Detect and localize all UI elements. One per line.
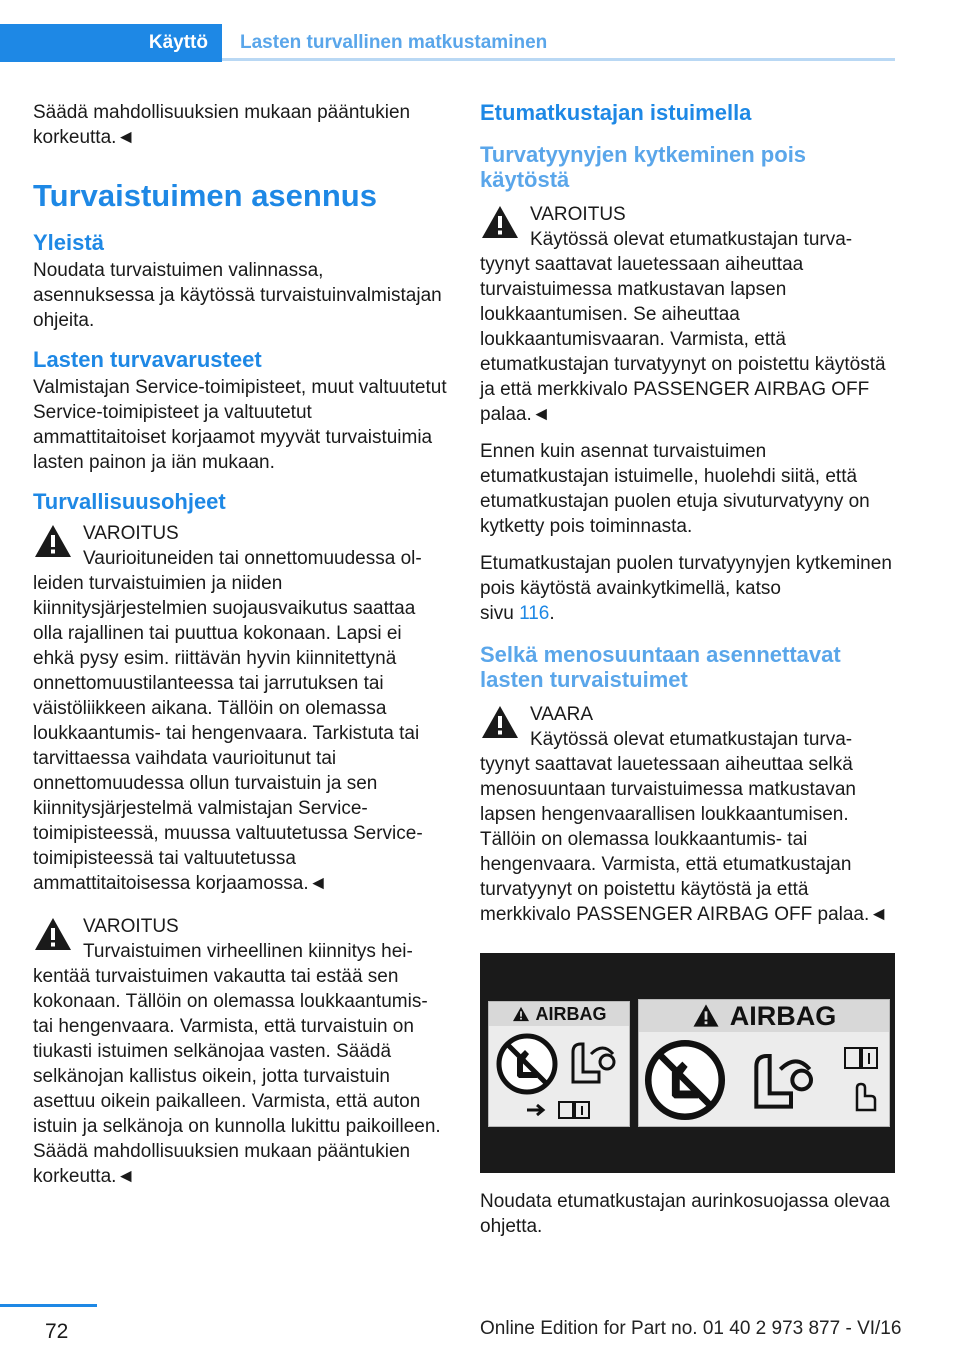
warning-label: VAROITUS (83, 523, 179, 544)
footer-rule (0, 1304, 97, 1307)
airbag-text: AIRBAG (729, 1001, 837, 1031)
airbag-label-big (638, 999, 890, 1127)
warning-text: kentää turvaistuimen vakautta tai estää sen kokonaan. Tällöin on olemassa loukkaantumis- tai hengenvaara. Varmista, että turvaistuin on tiukasti istuimen selkänojaa vasten. Säädä selkänojan kallistus oikein, jotta turvaistuin asettuu oikein paikalleen. Varmista, että auton istuin ja selkänoja on kunnolla lukittu paikoilleen. Säädä mahdollisuuksien mukaan pääntukien korkeutta.◄ (33, 966, 441, 1187)
header-section-tab[interactable]: Käyttö (0, 24, 222, 62)
warning-text: tyynyt saattavat lauetessaan aiheuttaa turvaistuimessa matkustavan lapsen loukkaantumisen. Se aiheuttaa loukkaantumisvaaran. Varmista, että etumatkustajan turvatyynyt on poistettu käytöstä ja että merkkivalo PASSENGER AIRBAG OFF palaa.◄ (480, 254, 886, 425)
warning-label: VAROITUS (83, 916, 179, 937)
heading-lasten-turvavarusteet: Lasten turvavarusteet (33, 347, 262, 372)
book-hand-icon (843, 1044, 881, 1114)
edition-info: Online Edition for Part no. 01 40 2 973 877 - VI/16 (480, 1318, 902, 1339)
page-link-116[interactable]: 116 (519, 603, 550, 624)
paragraph-lasten: Valmistajan Service-toimipisteet, muut valtuutetut Service-toimipisteet ja valtuutetut ammattitaitoiset korjaamot myyvät turvaistuimia lasten painon ja iän mukaan. (33, 377, 447, 473)
airbag-seat-icon (563, 1032, 623, 1092)
warning-triangle-icon (480, 204, 520, 240)
airbag-label-big-title (639, 1000, 889, 1032)
paragraph-yleista: Noudata turvaistuimen valinnassa, asennuksessa ja käytössä turvaistuinvalmistajan ohjeita. (33, 260, 442, 331)
heading-selka-menosuuntaan: Selkä menosuuntaan asennettavat lasten turvaistuimet (480, 642, 841, 692)
header-chapter-title[interactable]: Lasten turvallinen matkustaminen (240, 32, 548, 53)
danger-text: tyynyt saattavat lauetessaan aiheuttaa selkä menosuuntaan turvaistuimessa matkustavan lapsen hengenvaarallisen loukkaantumisen. Tällöin on olemassa loukkaantumis- tai hengenvaara. Varmista, että etumatkustajan turvatyynyt on poistettu käytöstä ja että merkkivalo PASSENGER AIRBAG OFF palaa.◄ (480, 754, 889, 925)
warning-first-line: Käytössä olevat etumatkustajan turva- (530, 229, 853, 250)
warning-block (33, 521, 448, 896)
sivu-text: sivu (480, 603, 514, 624)
warning-block (480, 202, 895, 427)
warning-first-line: Vaurioituneiden tai onnettomuudessa ol- (83, 548, 422, 569)
warning-text: leiden turvaistuimien ja niiden kiinnitysjärjestelmien suojausvaikutus saattaa olla rajallinen tai puuttua kokonaan. Lapsi ei ehkä pysy esim. riittävän hyvin kiinnitettynä onnettomuustilanteessa tai jarrutuksen tai väistöliikkeen aikana. Tällöin on olemassa loukkaantumis- tai hengenvaara. Tarkistuta tai tarvittaessa vaihdata vaurioitunut tai onnettomuudessa ollun turvaistuin ja sen kiinnitysjärjestelmä valmistajan Service-toimipisteessä, muussa valtuutetussa Service-toimipisteessä tai valtuutetussa ammattitaitoisessa korjaamossa.◄ (33, 573, 423, 894)
paragraph-noudata: Noudata etumatkustajan aurinkosuojassa olevaa ohjetta. (480, 1191, 890, 1237)
left-column (33, 100, 448, 1201)
danger-block (480, 702, 895, 927)
warning-triangle-icon (33, 523, 73, 559)
paragraph-ennen: Ennen kuin asennat turvaistuimen etumatkustajan istuimelle, huolehdi siitä, että etumatkustajan puolen etuja sivuturvatyyny on kytketty pois toiminnasta. (480, 441, 870, 537)
heading-turvallisuusohjeet: Turvallisuusohjeet (33, 489, 226, 514)
danger-first-line: Käytössä olevat etumatkustajan turva- (530, 729, 853, 750)
airbag-label-small-title (489, 1002, 629, 1026)
heading-turvaistuimen-asennus: Turvaistuimen asennus (33, 178, 377, 213)
kytkeminen-text: Etumatkustajan puolen turvatyynyjen kytkeminen pois käytöstä avainkytkimellä, katso (480, 553, 892, 599)
warning-triangle-icon (512, 1006, 530, 1022)
no-child-seat-icon (643, 1038, 727, 1122)
warning-block (33, 914, 448, 1189)
no-child-seat-icon (495, 1032, 559, 1096)
airbag-text: AIRBAG (535, 1004, 607, 1024)
sentence-end: . (549, 603, 555, 624)
intro-paragraph: Säädä mahdollisuuksien mukaan pääntukien korkeutta.◄ (33, 102, 411, 148)
airbag-label-photo (480, 953, 895, 1173)
hand-book-icon (523, 1100, 595, 1120)
warning-label: VAROITUS (530, 204, 626, 225)
heading-etumatkustajan-istuimella: Etumatkustajan istuimella (480, 100, 752, 125)
page-header (0, 0, 960, 62)
right-column (480, 100, 895, 1251)
warning-triangle-icon (692, 1003, 720, 1028)
page-number: 72 (45, 1320, 69, 1343)
danger-label: VAARA (530, 704, 594, 725)
heading-yleista: Yleistä (33, 230, 104, 255)
heading-turvatyynyjen-kytkeminen: Turvatyynyjen kytkeminen pois käytöstä (480, 142, 807, 192)
airbag-seat-icon (733, 1040, 833, 1120)
warning-triangle-icon (33, 916, 73, 952)
paragraph-kytkeminen (480, 551, 895, 626)
warning-triangle-icon (480, 704, 520, 740)
warning-first-line: Turvaistuimen virheellinen kiinnitys hei- (83, 941, 413, 962)
header-rule (222, 58, 895, 61)
airbag-label-small (488, 1001, 630, 1127)
